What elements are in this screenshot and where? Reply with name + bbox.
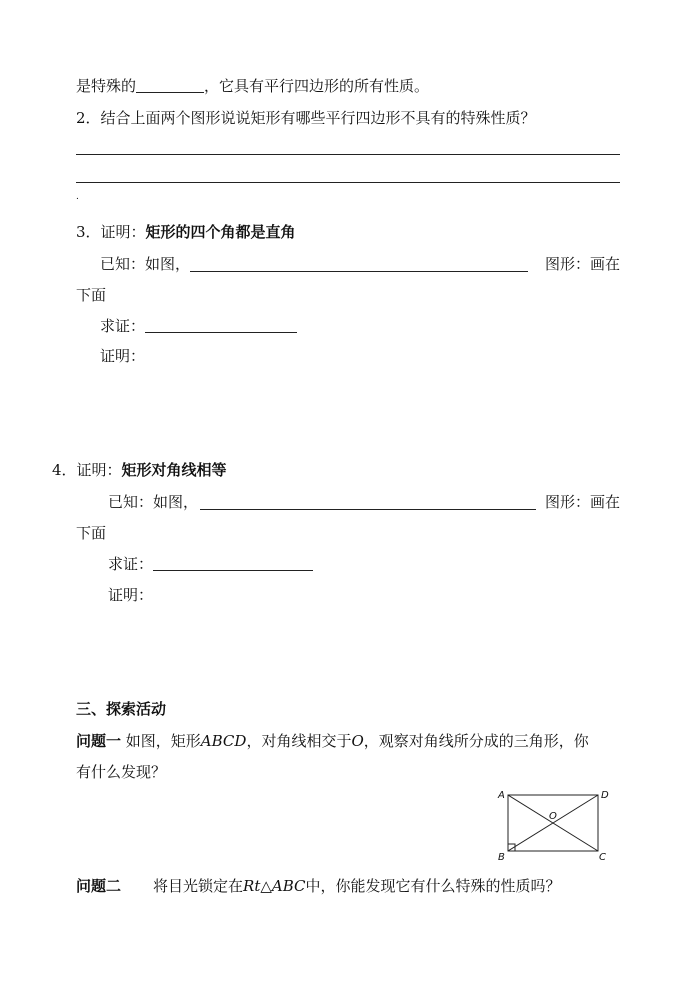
question-4-title: 矩形对角线相等 <box>121 461 227 479</box>
text-before-blank: 是特殊的 <box>76 77 137 95</box>
stray-dot: . <box>76 192 79 202</box>
q3-prove <box>100 316 297 336</box>
triangle-symbol: △ <box>260 877 272 895</box>
question-2: 2．结合上面两个图形说说矩形有哪些平行四边形不具有的特殊性质？ <box>76 109 536 127</box>
q4-proof-label: 证明： <box>108 586 154 604</box>
problem-1 <box>76 731 589 751</box>
q4-prove-blank <box>153 555 313 571</box>
q4-below: 下面 <box>76 524 107 542</box>
q3-known-blank <box>190 256 528 272</box>
label-o: O <box>549 811 557 822</box>
q4-prove-label: 求证： <box>108 555 154 573</box>
question-4-heading <box>52 460 227 480</box>
rt-label: Rt <box>243 877 261 895</box>
question-3-number: 3．证明： <box>76 223 146 241</box>
problem-1-line-2: 有什么发现？ <box>76 763 167 781</box>
q4-prove <box>108 554 313 574</box>
q3-figure-note: 图形：画在 <box>545 255 621 273</box>
label-d: D <box>601 790 609 801</box>
question-3-title: 矩形的四个角都是直角 <box>145 223 296 241</box>
q4-known-blank <box>200 494 536 510</box>
rect-name: ABCD <box>200 732 247 750</box>
text-after-blank: ，它具有平行四边形的所有性质。 <box>204 77 430 95</box>
label-b: B <box>498 852 505 862</box>
label-a: A <box>498 790 505 801</box>
question-3-heading <box>76 222 296 242</box>
problem-1-text-1: 如图，矩形 <box>121 732 201 750</box>
answer-line-1 <box>76 154 620 155</box>
section-3-title: 三、探索活动 <box>76 700 167 718</box>
label-c: C <box>599 852 606 862</box>
q3-known-label: 已知：如图， <box>100 255 191 273</box>
q3-prove-blank <box>145 317 297 333</box>
point-o: O <box>351 732 364 750</box>
line-special <box>76 76 429 96</box>
q3-prove-label: 求证： <box>100 317 146 335</box>
problem-2-text-1: 将目光锁定在 <box>153 877 244 895</box>
q4-figure-note: 图形：画在 <box>545 493 621 511</box>
rectangle-figure <box>494 786 616 862</box>
q4-known-label: 已知：如图， <box>108 493 199 511</box>
fill-blank <box>136 77 204 93</box>
problem-2-text-2: 中，你能发现它有什么特殊的性质吗？ <box>305 877 561 895</box>
problem-1-text-2: ，对角线相交于 <box>246 732 352 750</box>
question-4-number: 4．证明： <box>52 461 122 479</box>
triangle-name: ABC <box>271 877 306 895</box>
problem-2-label: 问题二 <box>76 877 122 895</box>
problem-1-text-3: ，观察对角线所分成的三角形，你 <box>363 732 589 750</box>
problem-1-label: 问题一 <box>76 732 122 750</box>
answer-line-2 <box>76 182 620 183</box>
q3-proof-label: 证明： <box>100 347 146 365</box>
problem-2 <box>76 876 561 896</box>
q3-below: 下面 <box>76 286 107 304</box>
